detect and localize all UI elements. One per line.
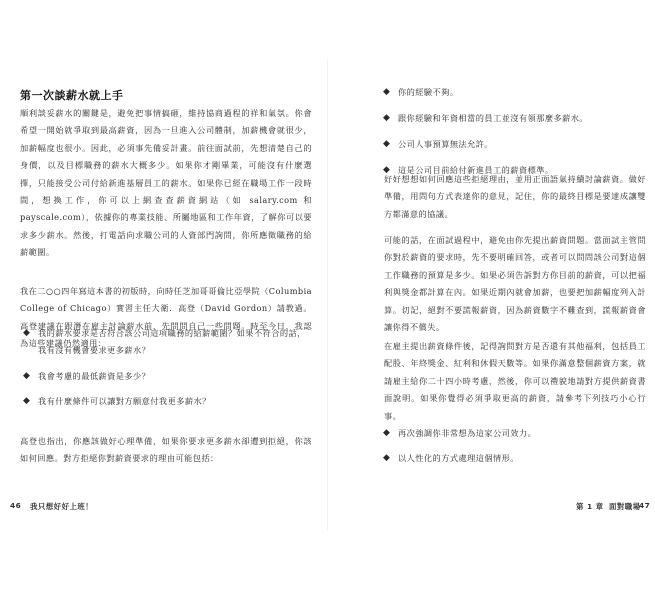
list-item — [20, 393, 312, 410]
diamond-bullet-icon: ◆ — [383, 87, 391, 97]
list-item — [380, 136, 642, 153]
left-paragraph-3: 高登也指出，你應該做好心理準備，如果你要求更多薪水卻遭到拒絕，你該如何回應。對方拒絕你對薪資要求的理由可能包括： — [20, 436, 312, 464]
diamond-bullet-icon: ◆ — [383, 164, 391, 175]
right-paragraph-3: 在雇主提出薪資條件後，記得詢問對方是否還有其他福利，包括員工配股、年終獎金、紅利和休假天數等。如果你滿意整個薪資方案，就請雇主給你二十四小時考慮，然後，你可以禮貌地請對方提供薪資書面說明。如果你覺得必須爭取更高的薪資，請參考下列技巧小心行事。 — [384, 341, 646, 421]
list-item-text: 跟你經驗和年資相當的員工並沒有領那麼多薪水。 — [398, 112, 589, 123]
right-page — [328, 0, 655, 609]
left-question-list — [20, 325, 312, 419]
negotiation-tips-list — [380, 425, 642, 476]
diamond-bullet-icon: ◆ — [23, 328, 31, 338]
list-item — [380, 450, 642, 467]
right-page-number: 47 — [639, 501, 651, 510]
chapter-label: 第 1 章 — [576, 502, 604, 511]
section-heading: 第一次談薪水就上手 — [20, 89, 124, 102]
diamond-bullet-icon: ◆ — [23, 396, 31, 407]
list-item-text: 再次強調你非常想為這家公司效力。 — [398, 428, 537, 438]
left-paragraph-2: 我在二○○四年寫這本書的初版時，向時任芝加哥哥倫比亞學院（Columbia College of Chicago）實習主任大衛．高登（David Gordon）請教過。高登建議在跟潛在雇主討論薪水前，先問問自己一些問題。時至今日，我認為這些建議仍然適用： — [20, 286, 312, 349]
left-page-number: 46 — [10, 501, 22, 510]
left-page — [0, 0, 327, 609]
list-item — [380, 84, 642, 101]
list-item-text: 我有什麼條件可以讓對方願意付我更多薪水？ — [38, 396, 211, 407]
right-running-title: 面對職場 — [609, 502, 641, 511]
list-item-text: 你的經驗不夠。 — [398, 87, 459, 97]
diamond-bullet-icon: ◆ — [23, 370, 31, 381]
left-running-title: 我只想好好上班！ — [30, 502, 94, 511]
list-item — [380, 110, 642, 127]
diamond-bullet-icon: ◆ — [383, 453, 391, 464]
list-item — [380, 425, 642, 442]
right-paragraph-1: 好好想想如何回應這些拒絕理由，並用正面語氣持續討論薪資。做好準備，用問句方式表達你的意見，記住，你的最終目標是要達成讓雙方都滿意的協議。 — [384, 174, 646, 219]
diamond-bullet-icon: ◆ — [383, 428, 391, 438]
list-item-text: 以人性化的方式處理這個情形。 — [398, 453, 519, 464]
left-paragraph-1: 順利談妥薪水的關鍵是，避免把事情搞砸，維持協商過程的祥和氣氛。你會希望一開始就爭取到最高薪資，因為一旦進入公司體制，加薪機會就很少，加薪幅度也很小。因此，必須事先備妥計畫。前往面試前，先想清楚自己的身價，以及目標職務的薪水大概多少。如果你才剛畢業，可能沒有什麼選擇，只能接受公司付給新進基層員工的薪水。如果你已經在職場工作一段時間，想換工作，你可以上網查查薪資網站（如 salary.com 和 payscale.com），依據你的專業技能、所屬地區和工作年資，了解你可以要求多少薪水。然後，打電話向求職公司的人資部門詢問，你所應徵職務的給薪範圍。 — [20, 108, 312, 258]
list-item-text: 我會考慮的最低薪資是多少？ — [38, 370, 151, 381]
right-paragraph-2: 可能的話，在面試過程中，避免由你先提出薪資問題。當面試主管問你對於薪資的要求時，先不要明確回答，或者可以問問該公司對這個工作職務的預算是多少。如果必須告訴對方你目前的薪資，可以把福利與獎金都計算在內。如果近期內就會加薪，也要把加薪幅度列入計算。切記，絕對不要謊報薪資，因為薪資數字不難查到，謊報薪資會讓你得不償失。 — [384, 235, 646, 333]
diamond-bullet-icon: ◆ — [383, 112, 391, 123]
list-item — [20, 325, 312, 360]
list-item-text: 這是公司目前給付新進員工的薪資標準。 — [398, 164, 554, 175]
diamond-bullet-icon: ◆ — [383, 138, 391, 149]
list-item-text: 我的薪水要求是否符合該公司這項職務的給薪範圍？如果不符合的話，我有沒有機會要求更多薪水？ — [38, 328, 306, 356]
list-item — [20, 368, 312, 385]
list-item-text: 公司人事預算無法允許。 — [398, 138, 494, 149]
